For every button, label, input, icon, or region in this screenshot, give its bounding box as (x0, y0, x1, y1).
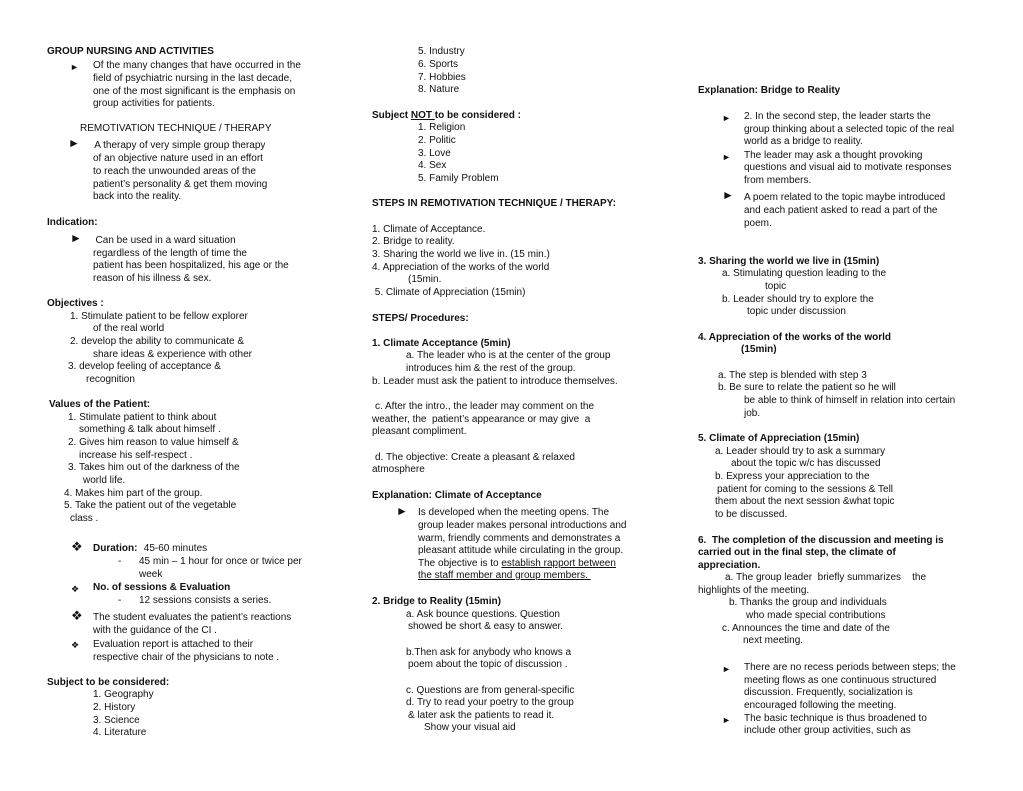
duration-detail: week (139, 569, 163, 580)
bridge-reality-line: b.Then ask for anybody who knows a (406, 647, 572, 658)
climate-acceptance-line: b. Leader must ask the patient to introduce themselves. (372, 376, 618, 387)
explanation-bridge-line: questions and visual aid to motivate responses (744, 162, 952, 173)
completion-heading: carried out in the final step, the climate of (698, 547, 896, 558)
intro-line: Of the many changes that have occurred in the (93, 60, 301, 71)
bullet-arrow-icon: ► (722, 113, 731, 123)
completion-line: next meeting. (743, 635, 804, 646)
duration-label: Duration: (93, 543, 138, 554)
not-heading-not: NOT (410, 110, 435, 121)
recess-line: include other group activities, such as (744, 725, 911, 736)
climate-acceptance-line: d. The objective: Create a pleasant & relaxed (375, 452, 575, 463)
sharing-line: topic under discussion (747, 306, 846, 317)
indication-line: patient has been hospitalized, his age or the (93, 260, 289, 271)
intro-line: group activities for patients. (93, 98, 215, 109)
appreciation-works-line: b. Be sure to relate the patient so he will (718, 382, 896, 393)
completion-line: highlights of the meeting. (698, 585, 810, 596)
explanation-bridge-line: A poem related to the topic maybe introduced (744, 192, 946, 203)
objective-line: 3. develop feeling of acceptance & (68, 361, 221, 372)
bridge-reality-line: c. Questions are from general-specific (406, 685, 575, 696)
objective-line: 1. Stimulate patient to be fellow explorer (70, 311, 248, 322)
duration-value: 45-60 minutes (141, 543, 208, 554)
step-item: 4. Appreciation of the works of the world (372, 262, 550, 273)
sharing-line: topic (765, 281, 787, 292)
step-item: 1. Climate of Acceptance. (372, 224, 486, 235)
not-subject-item: 2. Politic (418, 135, 456, 146)
value-line: 3. Takes him out of the darkness of the (68, 462, 240, 473)
not-subject-item: 3. Love (418, 148, 451, 159)
subject-item: 8. Nature (418, 84, 460, 95)
sessions-detail: 12 sessions consists a series. (139, 595, 272, 606)
subject-item: 2. History (93, 702, 136, 713)
climate-acceptance-heading: 1. Climate Acceptance (5min) (372, 338, 511, 349)
subject-item: 6. Sports (418, 59, 459, 70)
objective-line: share ideas & experience with other (93, 349, 252, 360)
bullet-arrow-icon: ► (722, 152, 731, 162)
explanation-acceptance-line (418, 558, 616, 571)
explanation-acceptance-line: pleasant attitude while circulating in the group. (418, 545, 624, 556)
appreciation-works-time: (15min) (741, 344, 777, 355)
sharing-line: a. Stimulating question leading to the (722, 268, 886, 279)
step-item: (15min. (408, 274, 442, 285)
procedures-heading: STEPS/ Procedures: (372, 313, 469, 324)
subject-item: 3. Science (93, 715, 140, 726)
recess-line: encouraged following the meeting. (744, 700, 897, 711)
explanation-acceptance-line: warm, friendly comments and demonstrates a (418, 533, 621, 544)
appreciation-works-line: job. (744, 408, 761, 419)
bridge-reality-line: showed be short & easy to answer. (408, 621, 564, 632)
bullet-arrow-icon: ► (722, 664, 731, 674)
explanation-bridge-line: group thinking about a selected topic of the real (744, 124, 955, 135)
evaluates-line: with the guidance of the CI . (93, 625, 217, 636)
subject-item: 7. Hobbies (418, 72, 466, 83)
climate-appreciation-line: a. Leader should try to ask a summary (715, 446, 886, 457)
recess-line: There are no recess periods between steps; the (744, 662, 956, 673)
value-line: 2. Gives him reason to value himself & (68, 437, 239, 448)
bullet-arrow-icon: ► (68, 136, 80, 150)
not-heading-post: to be considered : (434, 110, 521, 121)
explanation-acceptance-line: group leader makes personal introductions and (418, 520, 627, 531)
subject-item: 4. Literature (93, 727, 147, 738)
bullet-arrow-icon: ► (70, 62, 79, 72)
bridge-reality-line: poem about the topic of discussion . (408, 659, 568, 670)
not-subject-item: 1. Religion (418, 122, 466, 133)
bridge-reality-line: Show your visual aid (424, 722, 516, 733)
not-subject-item: 5. Family Problem (418, 173, 499, 184)
subject-item: 5. Industry (418, 46, 465, 57)
climate-appreciation-heading: 5. Climate of Appreciation (15min) (698, 433, 860, 444)
remotivation-definition: back into the reality. (93, 191, 182, 202)
bullet-arrow-icon: ► (70, 231, 82, 245)
remotivation-definition: A therapy of very simple group therapy (92, 140, 266, 151)
objectives-heading: Objectives : (47, 298, 104, 309)
evaluation-report-line: Evaluation report is attached to their (93, 639, 254, 650)
appreciation-works-line: a. The step is blended with step 3 (718, 370, 867, 381)
sharing-line: b. Leader should try to explore the (722, 294, 874, 305)
not-subject-item: 4. Sex (418, 160, 447, 171)
intro-line: field of psychiatric nursing in the last decade, (93, 73, 292, 84)
bullet-arrow-icon: ► (722, 188, 734, 202)
climate-acceptance-line: introduces him & the rest of the group. (406, 363, 576, 374)
objective-line: recognition (86, 374, 135, 385)
recess-line: discussion. Frequently, socialization is (744, 687, 913, 698)
indication-line: regardless of the length of time the (93, 248, 247, 259)
heading-group-nursing: GROUP NURSING AND ACTIVITIES (47, 46, 214, 57)
explanation-acceptance-line: Is developed when the meeting opens. The (418, 507, 610, 518)
objective-line: 2. develop the ability to communicate & (70, 336, 244, 347)
recess-line: meeting flows as one continuous structured (744, 675, 937, 686)
objective-text: The objective is to (418, 558, 502, 569)
climate-acceptance-line: weather, the patient’s appearance or may give a (372, 414, 591, 425)
bridge-reality-line: d. Try to read your poetry to the group (406, 697, 574, 708)
bridge-reality-line: & later ask the patients to read it. (408, 710, 555, 721)
explanation-bridge-line: and each patient asked to read a part of the (744, 205, 938, 216)
not-considered-heading (372, 110, 521, 123)
bullet-arrow-icon: ► (396, 504, 408, 518)
explanation-bridge-line: 2. In the second step, the leader starts the (744, 111, 931, 122)
explanation-acceptance-heading: Explanation: Climate of Acceptance (372, 490, 542, 501)
evaluation-report-line: respective chair of the physicians to note . (93, 652, 280, 663)
completion-line: who made special contributions (746, 610, 886, 621)
bridge-reality-heading: 2. Bridge to Reality (15min) (372, 596, 501, 607)
explanation-bridge-heading: Explanation: Bridge to Reality (698, 85, 841, 96)
explanation-bridge-line: poem. (744, 218, 772, 229)
remotivation-title: REMOTIVATION TECHNIQUE / THERAPY (80, 123, 272, 134)
climate-acceptance-line: pleasant compliment. (372, 426, 467, 437)
appreciation-works-heading: 4. Appreciation of the works of the world (698, 332, 891, 343)
evaluates-line: The student evaluates the patient’s reactions (93, 612, 292, 623)
value-line: something & talk about himself . (79, 424, 221, 435)
explanation-acceptance-line: the staff member and group members. (418, 570, 591, 581)
diamond-bullet-icon: ❖ (71, 640, 80, 650)
step-item: 3. Sharing the world we live in. (15 min.) (372, 249, 550, 260)
objective-line: of the real world (93, 323, 165, 334)
value-line: 4. Makes him part of the group. (64, 488, 203, 499)
appreciation-works-line: be able to think of himself in relation into certain (744, 395, 956, 406)
value-line: increase his self-respect . (79, 450, 193, 461)
climate-appreciation-line: to be discussed. (715, 509, 788, 520)
explanation-bridge-line: world as a bridge to reality. (744, 136, 863, 147)
subject-heading: Subject to be considered: (47, 677, 170, 688)
sessions-label: No. of sessions & Evaluation (93, 582, 231, 593)
completion-heading: appreciation. (698, 560, 761, 571)
remotivation-definition: to reach the unwounded areas of the (93, 166, 256, 177)
indication-line: reason of his illness & sex. (93, 273, 212, 284)
sharing-heading: 3. Sharing the world we live in (15min) (698, 256, 880, 267)
completion-line: c. Announces the time and date of the (722, 623, 890, 634)
recess-line: The basic technique is thus broadened to (744, 713, 927, 724)
diamond-bullet-icon: ❖ (71, 584, 80, 594)
duration-detail: 45 min – 1 hour for once or twice per (139, 556, 302, 567)
climate-appreciation-line: them about the next session &what topic (715, 496, 895, 507)
subject-item: 1. Geography (93, 689, 154, 700)
climate-acceptance-line: atmosphere (372, 464, 425, 475)
value-line: world life. (83, 475, 126, 486)
remotivation-definition: patient’s personality & get them moving (93, 179, 268, 190)
remotivation-definition: of an objective nature used in an effort (93, 153, 263, 164)
indication-heading: Indication: (47, 217, 98, 228)
intro-line: one of the most significant is the emphasis on (93, 86, 296, 97)
explanation-bridge-line: The leader may ask a thought provoking (744, 150, 923, 161)
value-line: class . (70, 513, 99, 524)
diamond-bullet-icon: ❖ (71, 539, 83, 554)
completion-heading: 6. The completion of the discussion and meeting is (698, 535, 944, 546)
step-item: 2. Bridge to reality. (372, 236, 455, 247)
value-line: 5. Take the patient out of the vegetable (64, 500, 237, 511)
bridge-reality-line: a. Ask bounce questions. Question (406, 609, 560, 620)
climate-appreciation-line: b. Express your appreciation to the (715, 471, 870, 482)
completion-line: a. The group leader briefly summarizes the (725, 572, 927, 583)
bullet-arrow-icon: ► (722, 715, 731, 725)
indication-line: Can be used in a ward situation (90, 235, 236, 246)
value-line: 1. Stimulate patient to think about (68, 412, 217, 423)
dash-bullet: - (118, 595, 122, 606)
diamond-bullet-icon: ❖ (71, 608, 83, 623)
climate-acceptance-line: a. The leader who is at the center of the group (406, 350, 611, 361)
not-heading-pre: Subject (372, 110, 411, 121)
dash-bullet: - (118, 556, 122, 567)
explanation-bridge-line: from members. (744, 175, 812, 186)
climate-acceptance-line: c. After the intro., the leader may comment on the (375, 401, 594, 412)
climate-appreciation-line: about the topic w/c has discussed (731, 458, 881, 469)
rapport-text: establish rapport between (501, 558, 616, 569)
step-item: 5. Climate of Appreciation (15min) (372, 287, 526, 298)
climate-appreciation-line: patient for coming to the sessions & Tell (717, 484, 894, 495)
values-heading: Values of the Patient: (49, 399, 151, 410)
steps-heading: STEPS IN REMOTIVATION TECHNIQUE / THERAPY: (372, 198, 616, 209)
completion-line: b. Thanks the group and individuals (729, 597, 887, 608)
